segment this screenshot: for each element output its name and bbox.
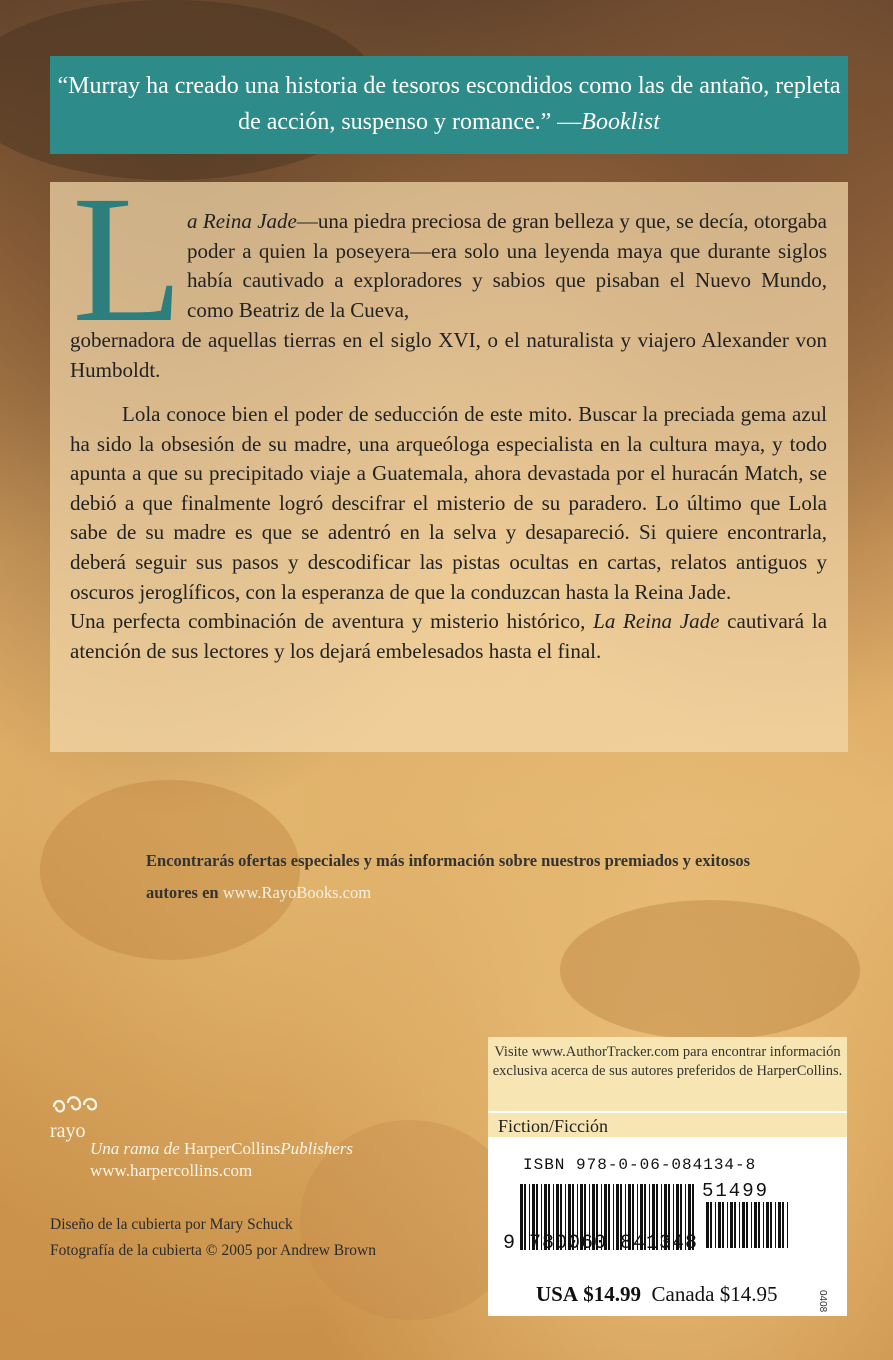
authortracker-notice: Visite www.AuthorTracker.com para encontrar información exclusiva acerca de sus autores preferidos de HarperCollins. xyxy=(488,1037,847,1111)
barcode-bar xyxy=(739,1202,740,1248)
barcode-bar xyxy=(730,1202,733,1248)
barcode-bar xyxy=(722,1202,724,1248)
barcode-bar xyxy=(766,1202,769,1248)
barcode-bar xyxy=(754,1202,757,1248)
blurb-paragraph-1 xyxy=(187,207,827,325)
photo-credit: Fotografía de la cubierta © 2005 por Andrew Brown xyxy=(50,1242,376,1259)
category-label: Fiction/Ficción xyxy=(488,1111,847,1139)
barcode-bar xyxy=(710,1202,712,1248)
quote-text: “Murray ha creado una historia de tesoros escondidos como las de antaño, repleta de acción, suspenso y romance.” — xyxy=(57,73,841,135)
cover-credits xyxy=(50,1212,376,1264)
design-credit: Diseño de la cubierta por Mary Schuck xyxy=(50,1216,293,1233)
paper-stain xyxy=(560,900,860,1040)
imprint-prefix: Una rama de xyxy=(90,1139,180,1158)
blurb-p2-text: Lola conoce bien el poder de seducción de este mito. Buscar la preciada gema azul ha sido la obsesión de su madre, una arqueóloga especialista en la cultura maya, y todo apunta a que su precipitado viaje a Guatemala, ahora devastada por el huracán Match, se debió a que finalmente logró descifrar el misterio de su paradero. Lo último que Lola sabe de su madre es que se adentró en la selva y desapareció. Si quiere encontrarla, deberá seguir sus pasos y descodificar las pistas ocultas en cartas, relatos antiguos y oscuros jeroglíficos, con la esperanza de que la conduzcan hasta la Reina Jade. xyxy=(70,402,827,604)
book-title-inline-2: La Reina Jade xyxy=(593,609,720,634)
barcode-bar xyxy=(778,1202,781,1248)
canada-price: Canada $14.95 xyxy=(651,1282,778,1306)
barcode-bar xyxy=(758,1202,760,1248)
harpercollins-link[interactable]: www.harpercollins.com xyxy=(90,1161,253,1180)
barcode-bar xyxy=(775,1202,776,1248)
publisher-suffix: Publishers xyxy=(280,1139,354,1158)
barcode-bar xyxy=(782,1202,784,1248)
usa-price: $14.99 xyxy=(583,1282,642,1306)
isbn-number: ISBN 978-0-06-084134-8 xyxy=(523,1156,757,1174)
price-line xyxy=(488,1280,847,1308)
drop-cap: L xyxy=(72,159,184,360)
barcode-bar xyxy=(734,1202,736,1248)
blurb-paragraph-2 xyxy=(70,400,827,666)
promo-message: Encontrarás ofertas especiales y más información sobre nuestros premiados y exitosos autores en xyxy=(146,851,751,902)
barcode-bar xyxy=(742,1202,745,1248)
printer-code: 0408 xyxy=(817,1290,828,1313)
addon-barcode xyxy=(704,1202,790,1248)
blurb-p1-text: —una piedra preciosa de gran belleza y que, se decía, otorgaba poder a quien la poseyera—era solo una leyenda maya que durante siglos había cautivado a exploradores y sabios que pisaban el Nuevo Mundo, como Beatriz de la Cueva, xyxy=(187,209,828,322)
barcode-bar xyxy=(751,1202,752,1248)
rayo-wordmark: rayo xyxy=(50,1120,86,1142)
barcode-bar xyxy=(746,1202,748,1248)
blurb-p3-lead: Una perfecta combinación de aventura y misterio histórico, xyxy=(70,609,586,634)
barcode-bar xyxy=(763,1202,764,1248)
addon-digits: 51499 xyxy=(702,1180,770,1202)
blurb-p3-text xyxy=(70,607,827,666)
blurb-paragraph-1-continued: gobernadora de aquellas tierras en el siglo XVI, o el naturalista y viajero Alexander von Humboldt. xyxy=(70,328,827,382)
barcode-bar xyxy=(718,1202,721,1248)
imprint-info xyxy=(90,1138,353,1182)
barcode-bar xyxy=(715,1202,716,1248)
rayo-logo-icon xyxy=(46,1093,112,1143)
rayobooks-link[interactable]: www.RayoBooks.com xyxy=(222,883,372,902)
review-quote xyxy=(50,68,848,140)
barcode-bar xyxy=(727,1202,728,1248)
publisher-name: HarperCollins xyxy=(183,1139,281,1158)
promo-text xyxy=(146,845,756,909)
ean-digits: 9 780060 841348 xyxy=(503,1232,699,1255)
barcode-bar xyxy=(770,1202,772,1248)
barcode-bar xyxy=(706,1202,709,1248)
imprint-line xyxy=(90,1138,353,1160)
usa-label: USA xyxy=(536,1282,579,1306)
blurb-p3-tail: cautivará la atención de sus lectores y los dejará embelesados hasta el final. xyxy=(70,609,828,663)
book-title-inline: a Reina Jade xyxy=(187,209,297,233)
quote-source: Booklist xyxy=(581,109,660,135)
barcode-bar xyxy=(787,1202,788,1248)
